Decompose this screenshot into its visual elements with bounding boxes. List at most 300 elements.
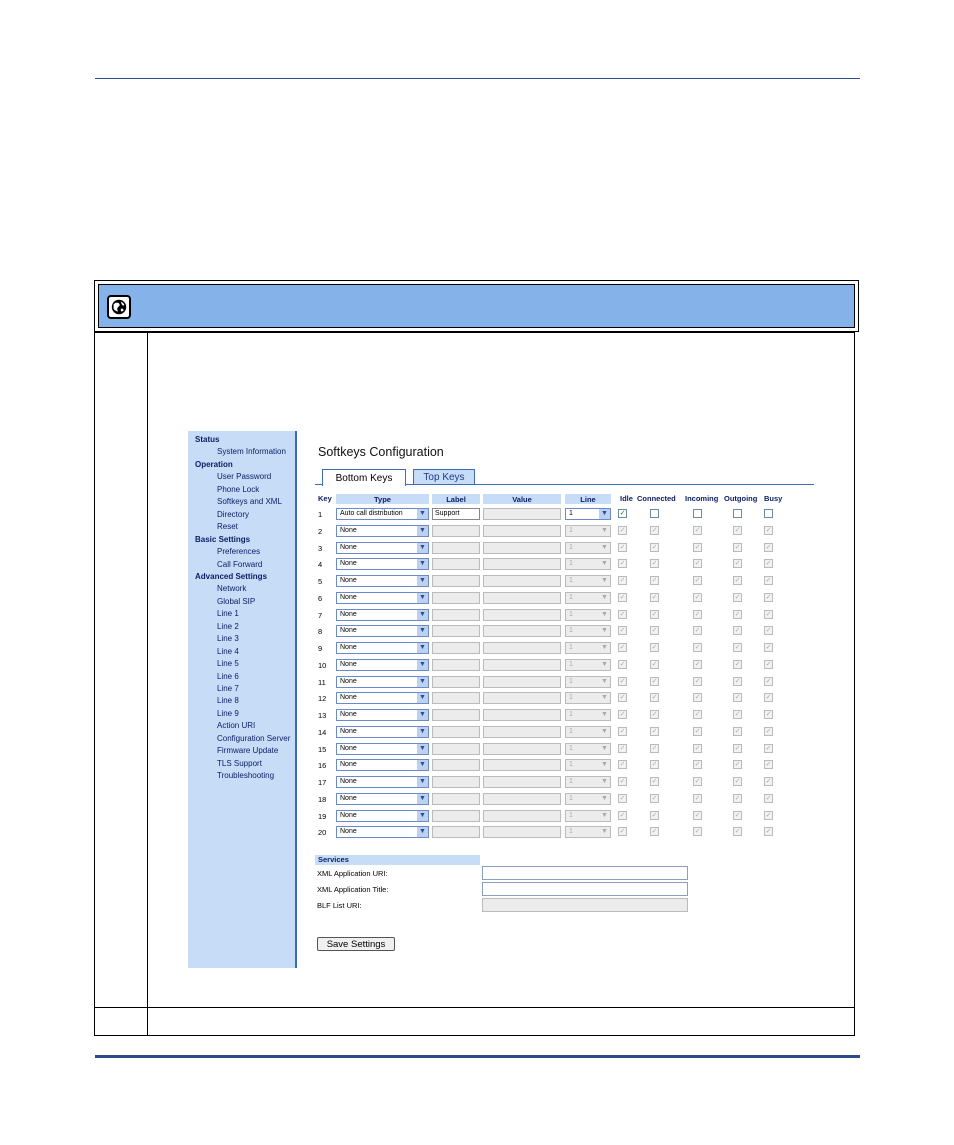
chevron-down-icon[interactable]: ▼ [417,593,428,603]
label-input[interactable] [432,676,480,688]
outgoing-checkbox[interactable] [733,593,742,602]
xml-app-title-input[interactable] [482,882,688,896]
type-select[interactable] [336,709,429,721]
idle-checkbox[interactable] [618,543,627,552]
key-number: 1 [318,510,323,519]
busy-checkbox[interactable] [764,710,773,719]
sidebar-item[interactable]: Firmware Update [217,746,279,756]
value-input[interactable] [483,776,561,788]
type-select[interactable] [336,759,429,771]
sidebar-item[interactable]: Network [217,584,247,594]
connected-checkbox[interactable] [650,727,659,736]
busy-checkbox[interactable] [764,777,773,786]
line-select-value: 1 [569,543,573,551]
sidebar-item[interactable]: Troubleshooting [217,771,275,781]
type-select[interactable] [336,609,429,621]
type-select[interactable] [336,558,429,570]
col-header-incoming: Incoming [685,494,719,503]
value-input[interactable] [483,542,561,554]
check-icon: ✓ [734,677,741,685]
connected-checkbox[interactable] [650,643,659,652]
type-select[interactable] [336,676,429,688]
incoming-checkbox[interactable] [693,677,702,686]
check-icon: ✓ [694,828,701,836]
value-input[interactable] [483,575,561,587]
type-select[interactable] [336,726,429,738]
connected-checkbox[interactable] [650,509,659,518]
line-select[interactable] [565,743,611,755]
type-select-value: None [340,560,357,568]
chevron-down-icon[interactable]: ▼ [601,560,608,568]
type-select-value: None [340,761,357,769]
chevron-down-icon[interactable]: ▼ [417,677,428,687]
value-input[interactable] [483,659,561,671]
line-select[interactable] [565,726,611,738]
chevron-down-icon[interactable]: ▼ [601,694,608,702]
chevron-down-icon[interactable]: ▼ [601,794,608,802]
outgoing-checkbox[interactable] [733,693,742,702]
value-input[interactable] [483,592,561,604]
chevron-down-icon[interactable]: ▼ [417,626,428,636]
sidebar-item[interactable]: Configuration Server [217,733,291,743]
busy-checkbox[interactable] [764,744,773,753]
label-input[interactable] [432,826,480,838]
blf-list-uri-input[interactable] [482,898,688,912]
chevron-down-icon[interactable]: ▼ [601,744,608,752]
type-select[interactable] [336,575,429,587]
idle-checkbox[interactable] [618,660,627,669]
incoming-checkbox[interactable] [693,811,702,820]
connected-checkbox[interactable] [650,593,659,602]
chevron-down-icon[interactable]: ▼ [417,744,428,754]
line-select[interactable] [565,692,611,704]
value-input[interactable] [483,743,561,755]
sidebar-item[interactable]: Line 8 [217,696,239,706]
label-input[interactable] [432,525,480,537]
chevron-down-icon[interactable]: ▼ [601,577,608,584]
sidebar-item[interactable]: User Password [217,472,272,482]
type-select[interactable] [336,625,429,637]
incoming-checkbox[interactable] [693,626,702,635]
sidebar-item[interactable]: Phone Lock [217,484,260,494]
sidebar-item[interactable]: Line 4 [217,646,239,656]
chevron-down-icon[interactable]: ▼ [601,677,608,685]
idle-checkbox[interactable] [618,677,627,686]
connected-checkbox[interactable] [650,777,659,786]
chevron-down-icon[interactable]: ▼ [417,576,428,586]
chevron-down-icon[interactable]: ▼ [601,610,608,618]
chevron-down-icon[interactable]: ▼ [601,828,608,836]
incoming-checkbox[interactable] [693,559,702,568]
connected-checkbox[interactable] [650,677,659,686]
value-input[interactable] [483,676,561,688]
sidebar-item[interactable]: TLS Support [217,758,262,768]
line-select[interactable] [565,810,611,822]
chevron-down-icon[interactable]: ▼ [417,509,428,519]
line-select-value: 1 [569,510,573,517]
busy-checkbox[interactable] [764,509,773,518]
line-select-value: 1 [569,694,573,702]
sidebar-item[interactable]: Call Forward [217,559,263,569]
busy-checkbox[interactable] [764,643,773,652]
sidebar-item[interactable]: Line 1 [217,609,239,619]
busy-checkbox[interactable] [764,760,773,769]
label-input[interactable] [432,558,480,570]
value-input[interactable] [483,508,561,520]
incoming-checkbox[interactable] [693,593,702,602]
idle-checkbox[interactable] [618,526,627,535]
incoming-checkbox[interactable] [693,576,702,585]
sidebar-item[interactable]: Directory [217,509,250,519]
connected-checkbox[interactable] [650,744,659,753]
check-icon: ✓ [619,811,626,819]
chevron-down-icon[interactable]: ▼ [601,660,608,668]
busy-checkbox[interactable] [764,526,773,535]
idle-checkbox[interactable] [618,710,627,719]
key-number: 19 [318,811,327,821]
idle-checkbox[interactable] [618,626,627,635]
check-icon: ✓ [734,627,741,635]
line-select[interactable] [565,659,611,671]
label-input[interactable] [432,793,480,805]
idle-checkbox[interactable] [618,811,627,820]
col-header-line: Line [565,494,611,504]
chevron-down-icon[interactable]: ▼ [417,710,428,720]
type-select-value: None [340,828,357,836]
label-input[interactable] [432,810,480,822]
value-input[interactable] [483,709,561,721]
busy-checkbox[interactable] [764,727,773,736]
busy-checkbox[interactable] [764,576,773,585]
outgoing-checkbox[interactable] [733,509,742,518]
type-select-value: None [340,610,357,618]
label-input[interactable] [432,575,480,587]
line-select[interactable] [565,525,611,537]
label-input[interactable] [432,743,480,755]
sidebar [188,431,297,968]
outgoing-checkbox[interactable] [733,811,742,820]
label-input[interactable] [432,609,480,621]
check-icon: ✓ [694,660,701,668]
outgoing-checkbox[interactable] [733,744,742,753]
col-header-label: Label [432,494,480,504]
idle-checkbox[interactable] [618,643,627,652]
connected-checkbox[interactable] [650,710,659,719]
incoming-checkbox[interactable] [693,643,702,652]
outgoing-checkbox[interactable] [733,760,742,769]
type-select[interactable] [336,642,429,654]
chevron-down-icon[interactable]: ▼ [417,610,428,620]
value-input[interactable] [483,826,561,838]
outgoing-checkbox[interactable] [733,677,742,686]
idle-checkbox[interactable] [618,827,627,836]
key-number: 11 [318,677,326,687]
connected-checkbox[interactable] [650,526,659,535]
chevron-down-icon[interactable]: ▼ [599,509,610,519]
type-select-value: None [340,543,357,551]
sidebar-item[interactable]: Line 5 [217,659,239,669]
type-select[interactable] [336,592,429,604]
incoming-checkbox[interactable] [693,794,702,803]
type-select[interactable] [336,525,429,537]
label-input[interactable] [432,659,480,671]
type-select[interactable] [336,776,429,788]
line-select-value: 1 [569,677,573,685]
softkeys-screenshot [188,431,814,968]
busy-checkbox[interactable] [764,677,773,686]
incoming-checkbox[interactable] [693,526,702,535]
table-row [297,558,814,572]
type-select[interactable] [336,826,429,838]
chevron-down-icon[interactable]: ▼ [417,526,428,536]
idle-checkbox[interactable] [618,777,627,786]
chevron-down-icon[interactable]: ▼ [417,827,428,837]
outgoing-checkbox[interactable] [733,543,742,552]
check-icon: ✓ [734,526,741,534]
outgoing-checkbox[interactable] [733,559,742,568]
busy-checkbox[interactable] [764,693,773,702]
check-icon: ✓ [619,560,626,568]
busy-checkbox[interactable] [764,610,773,619]
chevron-down-icon[interactable]: ▼ [417,760,428,770]
type-select[interactable] [336,743,429,755]
check-icon: ✓ [694,694,701,702]
type-select[interactable] [336,692,429,704]
chevron-down-icon[interactable]: ▼ [601,644,608,651]
outgoing-checkbox[interactable] [733,660,742,669]
chevron-down-icon[interactable]: ▼ [417,794,428,804]
line-select[interactable] [565,542,611,554]
incoming-checkbox[interactable] [693,777,702,786]
sidebar-item[interactable]: Softkeys and XML [217,497,282,507]
idle-checkbox[interactable] [618,794,627,803]
label-input[interactable] [432,625,480,637]
sidebar-item[interactable]: Global SIP [217,596,256,606]
check-icon: ✓ [765,744,772,752]
connected-checkbox[interactable] [650,559,659,568]
incoming-checkbox[interactable] [693,543,702,552]
connected-checkbox[interactable] [650,576,659,585]
line-select-value: 1 [569,660,573,668]
line-select-value: 1 [569,778,573,785]
sidebar-item[interactable]: Line 2 [217,621,239,631]
chevron-down-icon[interactable]: ▼ [417,727,428,737]
check-icon: ✓ [619,660,626,668]
label-input[interactable] [432,776,480,788]
sidebar-item[interactable]: Action URI [217,721,256,731]
connected-checkbox[interactable] [650,827,659,836]
line-select[interactable] [565,776,611,788]
line-select[interactable] [565,609,611,621]
connected-checkbox[interactable] [650,811,659,820]
incoming-checkbox[interactable] [693,693,702,702]
check-icon: ✓ [694,644,701,651]
connected-checkbox[interactable] [650,660,659,669]
value-input[interactable] [483,558,561,570]
busy-checkbox[interactable] [764,593,773,602]
idle-checkbox[interactable] [618,693,627,702]
value-input[interactable] [483,609,561,621]
label-input[interactable]: Support [432,508,480,520]
line-select[interactable] [565,826,611,838]
busy-checkbox[interactable] [764,626,773,635]
check-icon: ✓ [651,711,658,718]
value-input[interactable] [483,726,561,738]
type-select-value: None [340,794,357,802]
incoming-checkbox[interactable] [693,827,702,836]
col-header-connected: Connected [637,494,676,503]
idle-checkbox[interactable] [618,576,627,585]
outgoing-checkbox[interactable] [733,610,742,619]
chevron-down-icon[interactable]: ▼ [601,761,608,769]
line-select[interactable] [565,592,611,604]
connected-checkbox[interactable] [650,543,659,552]
chevron-down-icon[interactable]: ▼ [601,543,608,551]
chevron-down-icon[interactable]: ▼ [601,811,608,819]
outgoing-checkbox[interactable] [733,626,742,635]
check-icon: ✓ [734,744,741,752]
sidebar-item[interactable]: Line 9 [217,708,239,718]
line-select-value: 1 [569,811,573,819]
outgoing-checkbox[interactable] [733,794,742,803]
sidebar-item[interactable]: Reset [217,522,238,532]
busy-checkbox[interactable] [764,827,773,836]
idle-checkbox[interactable] [618,593,627,602]
connected-checkbox[interactable] [650,626,659,635]
line-select[interactable] [565,676,611,688]
incoming-checkbox[interactable] [693,610,702,619]
label-input[interactable] [432,709,480,721]
outgoing-checkbox[interactable] [733,643,742,652]
check-icon: ✓ [765,778,772,785]
value-input[interactable] [483,810,561,822]
connected-checkbox[interactable] [650,794,659,803]
chevron-down-icon[interactable]: ▼ [417,543,428,553]
value-input[interactable] [483,625,561,637]
incoming-checkbox[interactable] [693,710,702,719]
incoming-checkbox[interactable] [693,509,702,518]
type-select[interactable] [336,659,429,671]
check-icon: ✓ [765,677,772,685]
chevron-down-icon[interactable]: ▼ [601,711,608,718]
col-header-value: Value [483,494,561,504]
label-input[interactable] [432,692,480,704]
busy-checkbox[interactable] [764,543,773,552]
busy-checkbox[interactable] [764,559,773,568]
sidebar-item[interactable]: System Information [217,447,286,457]
chevron-down-icon[interactable]: ▼ [417,559,428,569]
connected-checkbox[interactable] [650,760,659,769]
outgoing-checkbox[interactable] [733,576,742,585]
line-select[interactable] [565,575,611,587]
check-icon: ✓ [734,828,741,836]
type-select[interactable] [336,542,429,554]
idle-checkbox[interactable] [618,559,627,568]
value-input[interactable] [483,759,561,771]
outgoing-checkbox[interactable] [733,777,742,786]
check-icon: ✓ [734,778,741,785]
sidebar-item[interactable]: Preferences [217,547,261,557]
value-input[interactable] [483,793,561,805]
chevron-down-icon[interactable]: ▼ [601,526,608,534]
chevron-down-icon[interactable]: ▼ [417,777,428,787]
chevron-down-icon[interactable]: ▼ [601,627,608,635]
incoming-checkbox[interactable] [693,727,702,736]
label-input[interactable] [432,592,480,604]
line-select[interactable] [565,642,611,654]
idle-checkbox[interactable] [618,744,627,753]
type-select[interactable] [336,508,429,520]
sidebar-item[interactable]: Line 3 [217,634,239,644]
type-select-value: None [340,644,357,651]
incoming-checkbox[interactable] [693,660,702,669]
outgoing-checkbox[interactable] [733,727,742,736]
check-icon: ✓ [765,560,772,568]
busy-checkbox[interactable] [764,660,773,669]
chevron-down-icon[interactable]: ▼ [601,593,608,601]
label-input[interactable] [432,542,480,554]
globe-icon [107,295,131,319]
chevron-down-icon[interactable]: ▼ [601,778,608,785]
line-select[interactable] [565,508,611,520]
table-row [297,759,814,773]
line-select[interactable] [565,793,611,805]
value-input[interactable] [483,525,561,537]
xml-app-uri-input[interactable] [482,866,688,880]
check-icon: ✓ [651,627,658,635]
tab-bottom-keys[interactable]: Bottom Keys [322,469,406,486]
outgoing-checkbox[interactable] [733,827,742,836]
incoming-checkbox[interactable] [693,760,702,769]
check-icon: ✓ [651,727,658,735]
idle-checkbox[interactable] [618,760,627,769]
chevron-down-icon[interactable]: ▼ [601,727,608,735]
label-input[interactable] [432,642,480,654]
outgoing-checkbox[interactable] [733,526,742,535]
label-input[interactable] [432,759,480,771]
type-select[interactable] [336,793,429,805]
line-select[interactable] [565,759,611,771]
sidebar-item[interactable]: Line 7 [217,684,239,693]
idle-checkbox[interactable] [618,727,627,736]
incoming-checkbox[interactable] [693,744,702,753]
tab-top-keys[interactable]: Top Keys [413,469,475,485]
line-select[interactable] [565,709,611,721]
idle-checkbox[interactable] [618,509,627,518]
sidebar-item[interactable]: Line 6 [217,671,239,681]
chevron-down-icon[interactable]: ▼ [417,693,428,703]
value-input[interactable] [483,692,561,704]
line-select[interactable] [565,558,611,570]
idle-checkbox[interactable] [618,610,627,619]
outgoing-checkbox[interactable] [733,710,742,719]
save-settings-button[interactable]: Save Settings [317,937,395,951]
busy-checkbox[interactable] [764,811,773,820]
value-input[interactable] [483,642,561,654]
busy-checkbox[interactable] [764,794,773,803]
chevron-down-icon[interactable]: ▼ [417,643,428,653]
label-input[interactable] [432,726,480,738]
type-select[interactable] [336,810,429,822]
chevron-down-icon[interactable]: ▼ [417,811,428,821]
connected-checkbox[interactable] [650,693,659,702]
line-select-value: 1 [569,644,573,651]
chevron-down-icon[interactable]: ▼ [417,660,428,670]
step-row-divider [95,1007,854,1008]
connected-checkbox[interactable] [650,610,659,619]
line-select[interactable] [565,625,611,637]
check-icon: ✓ [619,828,626,836]
